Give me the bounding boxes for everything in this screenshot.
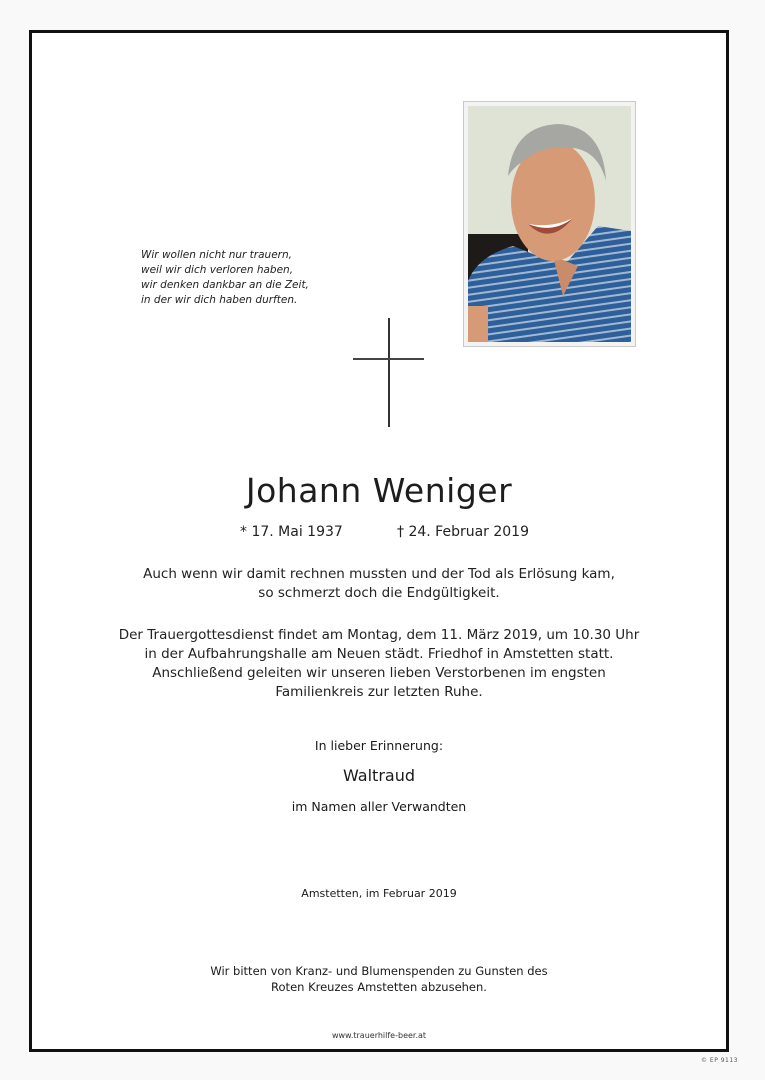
request-line: Roten Kreuzes Amstetten abzusehen. [271, 980, 487, 994]
quote-line: Wir wollen nicht nur trauern, [141, 249, 292, 261]
quote-line: in der wir dich haben durften. [141, 294, 298, 306]
deceased-name: Johann Weniger [245, 471, 513, 510]
portrait-photo [468, 106, 631, 342]
website-link[interactable]: www.trauerhilfe-beer.at [331, 1031, 427, 1040]
memorial-quote [141, 248, 309, 308]
service-line: in der Aufbahrungshalle am Neuen städt. Friedhof in Amstetten statt. [144, 646, 614, 662]
message-line: so schmerzt doch die Endgültigkeit. [258, 585, 500, 601]
on-behalf-text: im Namen aller Verwandten [291, 799, 467, 814]
donation-request [32, 963, 726, 995]
birth-date: * 17. Mai 1937 [240, 524, 343, 540]
service-paragraph [32, 626, 726, 702]
quote-line: weil wir dich verloren haben, [141, 264, 294, 276]
message-line: Auch wenn wir damit rechnen mussten und der Tod als Erlösung kam, [143, 566, 615, 582]
signer-name: Waltraud [343, 766, 415, 785]
service-line: Familienkreis zur letzten Ruhe. [275, 684, 483, 700]
print-code: © EP 9113 [701, 1057, 738, 1064]
death-date: † 24. Februar 2019 [397, 524, 529, 540]
memorial-intro: In lieber Erinnerung: [314, 738, 444, 753]
place-date: Amstetten, im Februar 2019 [301, 887, 457, 900]
request-line: Wir bitten von Kranz- und Blumenspenden zu Gunsten des [210, 964, 548, 978]
service-line: Anschließend geleiten wir unseren lieben Verstorbenen im engsten [152, 665, 606, 681]
portrait-photo-frame [463, 101, 636, 347]
cross-icon-horizontal [353, 358, 424, 360]
message-paragraph [32, 565, 726, 603]
cross-icon-vertical [388, 318, 390, 427]
service-line: Der Trauergottesdienst findet am Montag, dem 11. März 2019, um 10.30 Uhr [118, 627, 640, 643]
quote-line: wir denken dankbar an die Zeit, [141, 279, 309, 291]
